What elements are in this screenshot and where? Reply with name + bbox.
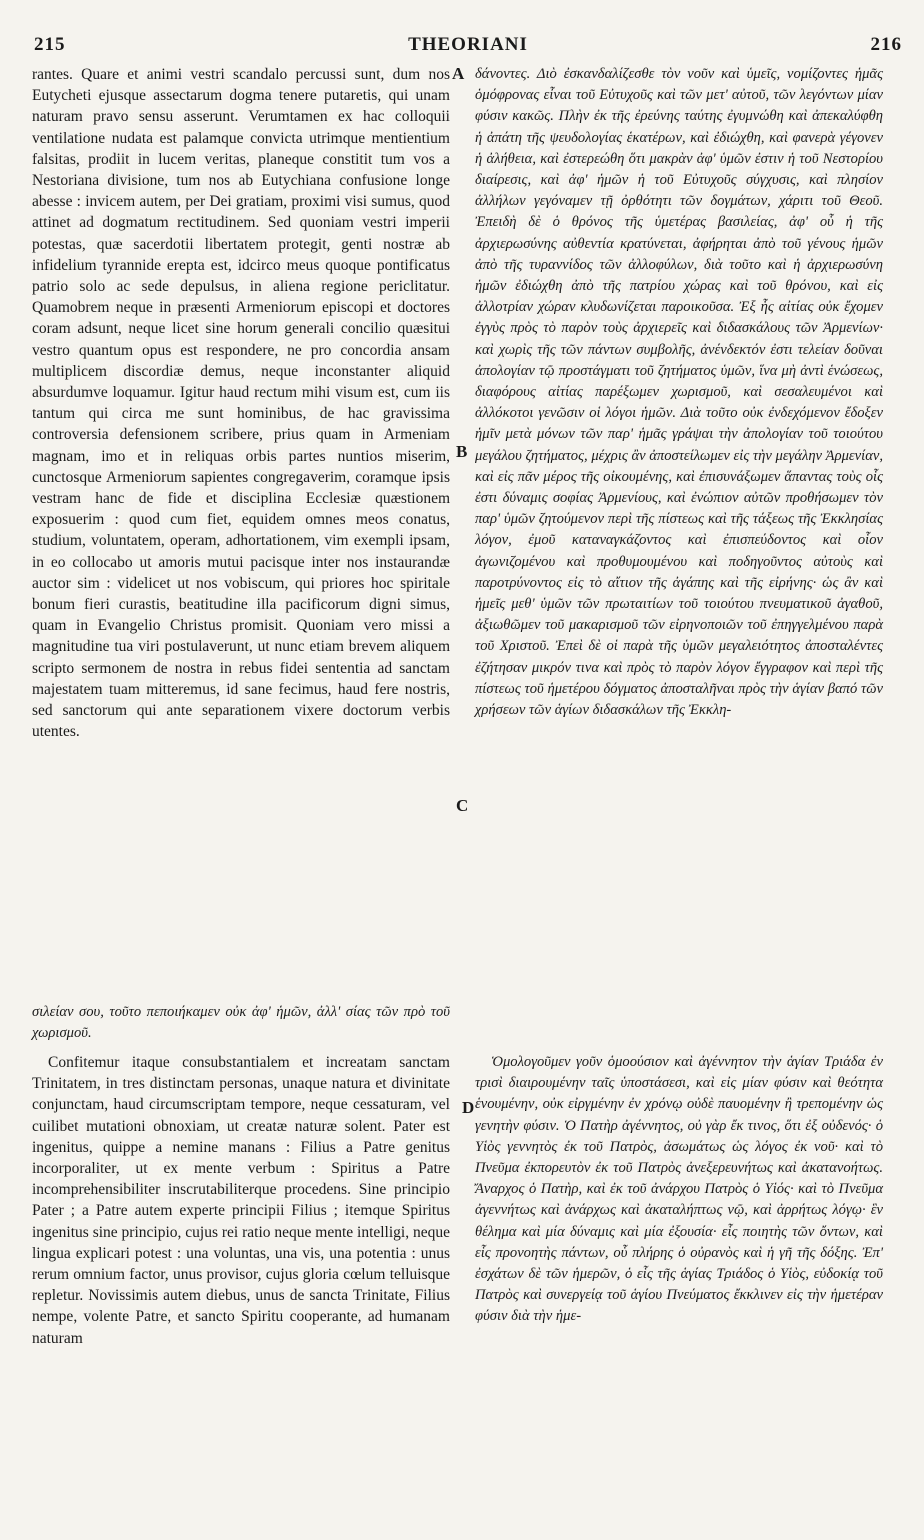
latin-column-block-2 <box>32 1052 450 1349</box>
page-number-left: 215 <box>34 34 66 55</box>
latin-paragraph-1: rantes. Quare et animi vestri scandalo percussi sunt, dum nos Eutycheti ejusque assectarum dogma tenere putaretis, qui unam naturam pravo sensu asserunt. Verumtamen ex hac colloquii ventilatione nudata est palamque convicta utrimque mentientium falsitas, prodiit in lucem veritas, planeque constitit tum vos a Nestoriana divisione, tum nos ab Eutychiana confusione longe abesse : invicem autem, per Dei gratiam, proximi visi sumus, quod attinet ad dogmatum rectitudinem. Sed quoniam vestri imperii potestas, quæ sacerdotii libertatem protegit, genti nostræ ab infidelium tyrannide erepta est, idcirco meus quoque pontificatus patrio solo ac sede depulsus, in aliena regione periclitatur. Quamobrem neque in præsenti Armeniorum episcopi et doctores coram adsunt, neque licet sine horum generali concilio quæsitui vestro quantum opus est respondere, ne pro concordia ansam multiplicem discordiæ demus, neque inconstanter aliquid absurdumve loquamur. Igitur haud rectum mihi visum est, cum iis tantum qui circa me sunt hominibus, de hac gravissima controversia defensionem scribere, prius quam in Armeniam magnam, imo et in reliquas orbis partes nuntios miserim, cunctosque Armeniorum sapientes congregaverim, coramque ipsis vestram hanc de fide et disciplina Ecclesiæ quæstionem exposuerim : quod cum fiet, equidem omnes meos conatus, studium, voluntatem, operam, adhortationem, vim exempli ipsam, in eo collocabo ut amoris mutui pacisque inter nos instaurandæ auctor sim : videlicet ut nos vobiscum, qui priores hoc spiritale bonum fieri curastis, beatitudine illa pacificorum digni simus, quam in Evangelio Christus promisit. Quoniam vero missi a magnitudine tua viri postulaverunt, ut nunc etiam brevem aliquem scripto sermonem de nostra in rebus fidei sententia ad sanctam majestatem tuam mitteremus, id sane fecimus, haud fere nostris, sed sanctorum qui ante separationem vixere doctorum verbis utentes. <box>32 66 450 741</box>
section-marker-d: D <box>462 1098 475 1117</box>
section-marker-c: C <box>456 796 469 815</box>
section-marker-b: B <box>456 442 468 461</box>
section-marker-a: A <box>452 64 465 83</box>
greek-column-block-1 <box>475 64 883 721</box>
page-header <box>34 34 902 60</box>
latin-column-block-1 <box>32 64 450 743</box>
greek-paragraph-2: Ὁμολογοῦμεν γοῦν ὁμοούσιον καὶ ἀγέννητον τὴν ἁγίαν Τριάδα ἐν τρισὶ διαιρουμένην ταῖς ὑποστάσεσι, καὶ εἰς μίαν φύσιν καὶ θεότητα ἑνουμένην, οὐκ εἰργμένην ἐν χρόνῳ οὐδὲ παυομένην ἢ τρεπομένην ὡς γενητὴν φύσιν. Ὁ Πατὴρ ἀγέννητος, οὐ γὰρ ἔκ τινος, ὅτι ἐξ οὐδενός· ὁ Υἱὸς γεννητὸς ἐκ τοῦ Πατρὸς, ἀσωμάτως ὡς λόγος ἐκ νοῦ· καὶ τὸ Πνεῦμα ἐκπορευτὸν ἐκ τοῦ Πατρὸς ἀνεξερευνήτως καὶ ἀκατανοήτως. Ἄναρχος ὁ Πατὴρ, καὶ ἐκ τοῦ ἀνάρχου Πατρὸς ὁ Υἱός· καὶ τὸ Πνεῦμα ἀγεννήτως καὶ ἀνάρχως καὶ ἀκαταλήπτως νῷ, καὶ ἀρρήτως λόγῳ· ἓν θέλημα καὶ μία δύναμις καὶ μία ἐξουσία· εἷς ποιητὴς τῶν ὄντων, καὶ εἷς προνοητὴς πάντων, οὗ πλήρης ὁ οὐρανὸς καὶ ἡ γῆ τῆς δόξης. Ἐπ' ἐσχάτων δὲ τῶν ἡμερῶν, ὁ εἷς τῆς ἁγίας Τριάδος ὁ Υἱὸς, εὐδοκίᾳ τοῦ Πατρὸς καὶ συνεργείᾳ τοῦ ἁγίου Πνεύματος ἔκκλινεν εἰς τὴν ἡμετέραν φύσιν διὰ τὴν ἡμε- <box>475 1054 883 1325</box>
running-title: THEORIANI <box>408 34 528 55</box>
greek-paragraph-1-tail: σιλείαν σου, τοῦτο πεποιήκαμεν οὐκ ἀφ' ἡμῶν, ἀλλ' σίας τῶν πρὸ τοῦ χωρισμοῦ. <box>32 1004 450 1042</box>
page-number-right: 216 <box>870 34 902 55</box>
greek-paragraph-1: δάνοντες. Διὸ ἐσκανδαλίζεσθε τὸν νοῦν καὶ ὑμεῖς, νομίζοντες ἡμᾶς ὁμόφρονας εἶναι τοῦ Εὐτυχοῦς καὶ τῶν μετ' αὐτοῦ, τῶν λεγόντων μίαν φύσιν κακῶς. Πλὴν ἐκ τῆς ἐρεύνης ταύτης ἐγυμνώθη καὶ ἀπεκαλύφθη ἡ ἀπάτη τῆς ψευδολογίας ἑκατέρων, καὶ ἐδιώχθη, καὶ φανερὰ γέγονεν ἡ ἀλήθεια, καὶ ἐστερεώθη ὅτι μακρὰν ἀφ' ὑμῶν ἐστιν ἡ τοῦ Νεστορίου διαίρεσις, καὶ ἀφ' ἡμῶν ἡ τοῦ Εὐτυχοῦς σύγχυσις, καὶ πλησίον ἀλλήλων γεγόναμεν τῇ ὀρθότητι τῶν δογμάτων, χάριτι τοῦ Θεοῦ. Ἐπειδὴ δὲ ὁ θρόνος τῆς ὑμετέρας βασιλείας, ἀφ' οὗ ἡ τῆς ἀρχιερωσύνης αὐθεντία κρατύνεται, ἀφήρηται ἀπὸ τοῦ γένους ἡμῶν ἀπὸ τῆς τυραννίδος τῶν ἀλλοφύλων, διὰ τοῦτο καὶ ἡ ἀρχιερωσύνη ἡμῶν ἐδιώχθη ἀπὸ τῆς πατρίου χώρας καὶ τοῦ θρόνου, καὶ εἰς ἀλλοτρίαν χώραν κλυδωνίζεται παροικοῦσα. Ἐξ ἧς αἰτίας οὐκ ἔχομεν ἐγγὺς πρὸς τὸ παρὸν τοὺς ἀρχιερεῖς καὶ διδασκάλους τῶν Ἀρμενίων· καὶ χωρὶς τῆς τῶν πάντων συμβολῆς, ἀνένδεκτόν ἐστι τελείαν δοῦναι ἀπολογίαν τῷ προστάγματι τοῦ ζητήματος ὑμῶν, ἵνα μὴ ἀντὶ ἑνώσεως, διαφόρους αἰτίας παρέξωμεν χωρισμοῦ, καὶ σεσαλευμένοι καὶ ἀλλόκοτοι γενῶσιν οἱ λόγοι ἡμῶν. Διὰ τοῦτο οὐκ ἐνδεχόμενον ἔδοξεν ἡμῖν μετὰ μόνων τῶν παρ' ἡμᾶς γράψαι τὴν ἀπολογίαν τοῦ τοιούτου μεγάλου ζητήματος, μέχρις ἂν ἀποστείλωμεν εἰς τὴν μεγάλην Ἀρμενίαν, καὶ εἰς πᾶν μέρος τῆς οἰκουμένης, καὶ ἐπισυνάξωμεν ἅπαντας τοὺς οἷς ἐστι δύναμις σοφίας Ἀρμενίους, καὶ ἐνώπιον αὐτῶν προθήσωμεν τὸν παρ' ὑμῶν ζητούμενον περὶ τῆς πίστεως καὶ τῆς τάξεως τῆς Ἐκκλησίας λόγον, ἐμοῦ καταναγκάζοντος καὶ ἐπισπεύδοντος καὶ οἷον ἀγωνιζομένου καὶ προθυμουμένου καὶ ποδηγοῦντος αὐτοὺς καὶ παροτρύνοντος εἰς τὸ αἴτιον τῆς ἀγάπης καὶ τῆς εἰρήνης· ὡς ἂν καὶ ἡμεῖς μεθ' ὑμῶν τῶν πρωταιτίων τοῦ τοιούτου πνευματικοῦ ἀγαθοῦ, ἀξιωθῶμεν τοῦ μακαρισμοῦ τῶν εἰρηνοποιῶν τοῦ ἐπηγγελμένου παρὰ τοῦ Χριστοῦ. Ἐπεὶ δὲ οἱ παρὰ τῆς ὑμῶν μεγαλειότητος ἀποσταλέντες ἐζήτησαν μικρόν τινα καὶ πρὸς τὸ παρὸν λόγον ἔγγραφον καὶ περὶ τῆς πίστεως τοῦ ἡμετέρου δόγματος ἀποσταλῆναι πρὸς τὴν ἁγίαν βαπό τῶν χρήσεων τῶν ἁγίων διδασκάλων τῆς Ἐκκλη- <box>475 66 883 719</box>
latin-paragraph-2: Confitemur itaque consubstantialem et increatam sanctam Trinitatem, in tres distinctam personas, unaque natura et divinitate conjunctam, haud circumscriptam tempore, neque cessaturam, vel cuilibet mutationi obnoxiam, ut creatæ naturæ solent. Pater est ingenitus, quippe a nemine manans : Filius a Patre genitus incorporaliter, ut ex mente verbum : Spiritus a Patre incomprehensibiliter inscrutabiliterque procedens. Sine principio Pater ; a Patre autem experte principii Filius ; itemque Spiritus ingenitus sine principio, cujus rei ratio neque mente intelligi, neque lingua explicari potest : una voluntas, una vis, una potentia : unus rerum omnium factor, unus provisor, cujus gloria cœlum telluisque repletur. Novissimis autem diebus, unus de sancta Trinitate, Filius nempe, volente Patre, et sancto Spiritu cooperante, ad humanam naturam <box>32 1054 450 1347</box>
greek-paragraph-tail-block <box>32 1002 450 1044</box>
greek-column-block-2 <box>475 1052 883 1328</box>
